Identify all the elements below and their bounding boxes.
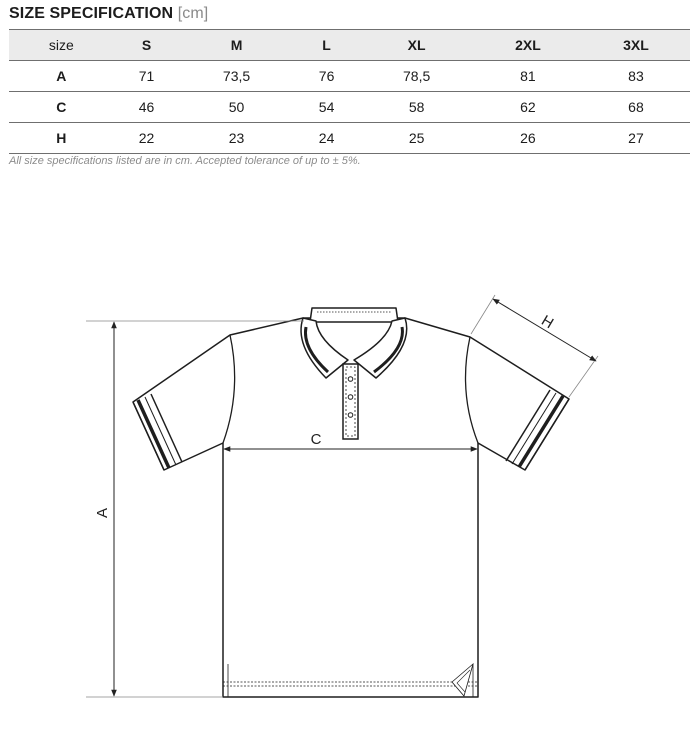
button-icon: [348, 413, 353, 418]
dimension-label-h: H: [538, 312, 557, 333]
button-icon: [348, 395, 353, 400]
tolerance-note: All size specifications listed are in cm. Accepted tolerance of up to ± 5%.: [9, 155, 361, 167]
table-cell: 81: [520, 68, 536, 84]
title-unit: [cm]: [177, 5, 209, 22]
header-2xl: 2XL: [474, 30, 582, 61]
table-cell: A: [56, 68, 67, 84]
header-size: size: [9, 30, 114, 61]
table-cell: 22: [138, 130, 155, 146]
dimension-label-a: A: [94, 507, 111, 519]
placket: [343, 364, 358, 439]
header-xl: XL: [359, 30, 474, 61]
table-cell: C: [56, 99, 67, 115]
table-cell: 78,5: [403, 68, 431, 84]
header-3xl: 3XL: [582, 30, 690, 61]
table-cell: H: [56, 130, 67, 146]
dimension-label-c: C: [310, 431, 322, 448]
table-cell: 83: [628, 68, 644, 84]
table-cell: 71: [138, 68, 155, 84]
table-cell: 24: [318, 130, 335, 146]
title-main: SIZE SPECIFICATION: [9, 5, 174, 22]
table-cell: 26: [520, 130, 536, 146]
table-cell: 68: [628, 99, 644, 115]
table-cell: 62: [520, 99, 536, 115]
header-s: S: [114, 30, 180, 61]
table-cell: 50: [228, 99, 245, 115]
button-icon: [348, 377, 353, 382]
table-cell: 54: [318, 99, 335, 115]
header-m: M: [179, 30, 294, 61]
table-cell: 73,5: [222, 68, 251, 84]
table-cell: 27: [628, 130, 644, 146]
table-cell: 23: [228, 130, 245, 146]
table-cell: 76: [318, 68, 335, 84]
table-cell: 46: [138, 99, 155, 115]
table-cell: 25: [408, 130, 425, 146]
header-l: L: [294, 30, 360, 61]
table-cell: 58: [408, 99, 425, 115]
